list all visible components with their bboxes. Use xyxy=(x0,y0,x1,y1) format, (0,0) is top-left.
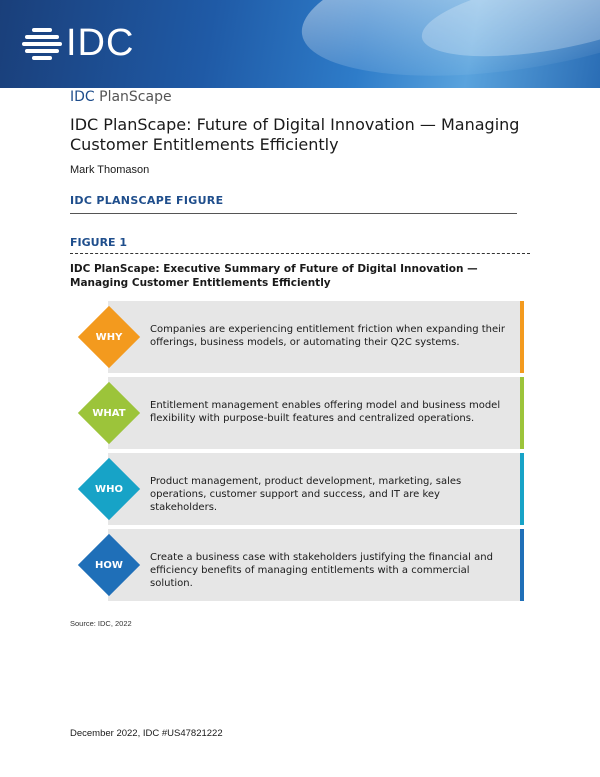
author-name: Mark Thomason xyxy=(70,164,150,176)
row-how-accent xyxy=(520,529,524,601)
diamond-why xyxy=(78,306,140,368)
diamond-how xyxy=(78,534,140,596)
logo-wordmark: IDC xyxy=(66,22,135,64)
diamond-who xyxy=(78,458,140,520)
row-what-text: Entitlement management enables offering model and business model flexibility with purpose-built features and centralized operations. xyxy=(150,400,501,424)
diamond-what xyxy=(78,382,140,444)
section-heading: IDC PLANSCAPE FIGURE xyxy=(70,194,224,207)
row-why xyxy=(108,301,524,373)
row-how-text: Create a business case with stakeholders justifying the financial and efficiency benefits of managing entitlements with a commercial solution. xyxy=(150,552,493,589)
series-brand: IDC xyxy=(70,89,95,105)
page-footer: December 2022, IDC #US47821222 xyxy=(70,728,223,739)
series-label xyxy=(70,89,172,105)
diamond-why-label: WHY xyxy=(95,331,123,343)
header-banner xyxy=(0,0,600,88)
row-what xyxy=(108,377,524,449)
diamond-what-label: WHAT xyxy=(92,407,126,419)
document-title: IDC PlanScape: Future of Digital Innovation — Managing Customer Entitlements Efficiently xyxy=(70,115,520,154)
section-divider xyxy=(70,213,517,214)
row-what-accent xyxy=(520,377,524,449)
figure-title: IDC PlanScape: Executive Summary of Future of Digital Innovation — Managing Customer Entitlements Efficiently xyxy=(70,263,478,289)
figure-source: Source: IDC, 2022 xyxy=(70,619,132,628)
row-who-text: Product management, product development, marketing, sales operations, customer support and success, and IT are key stakeholders. xyxy=(150,476,462,513)
row-why-accent xyxy=(520,301,524,373)
diamond-how-label: HOW xyxy=(95,559,123,571)
row-who-accent xyxy=(520,453,524,525)
figure-label: FIGURE 1 xyxy=(70,236,128,249)
globe-icon xyxy=(22,26,62,60)
diamond-who-label: WHO xyxy=(95,483,123,495)
figure-divider xyxy=(70,253,530,254)
idc-logo xyxy=(22,24,134,62)
row-who xyxy=(108,453,524,525)
row-why-text: Companies are experiencing entitlement friction when expanding their offerings, business models, or automating their Q2C systems. xyxy=(150,324,506,348)
row-how xyxy=(108,529,524,601)
series-product: PlanScape xyxy=(99,89,172,105)
